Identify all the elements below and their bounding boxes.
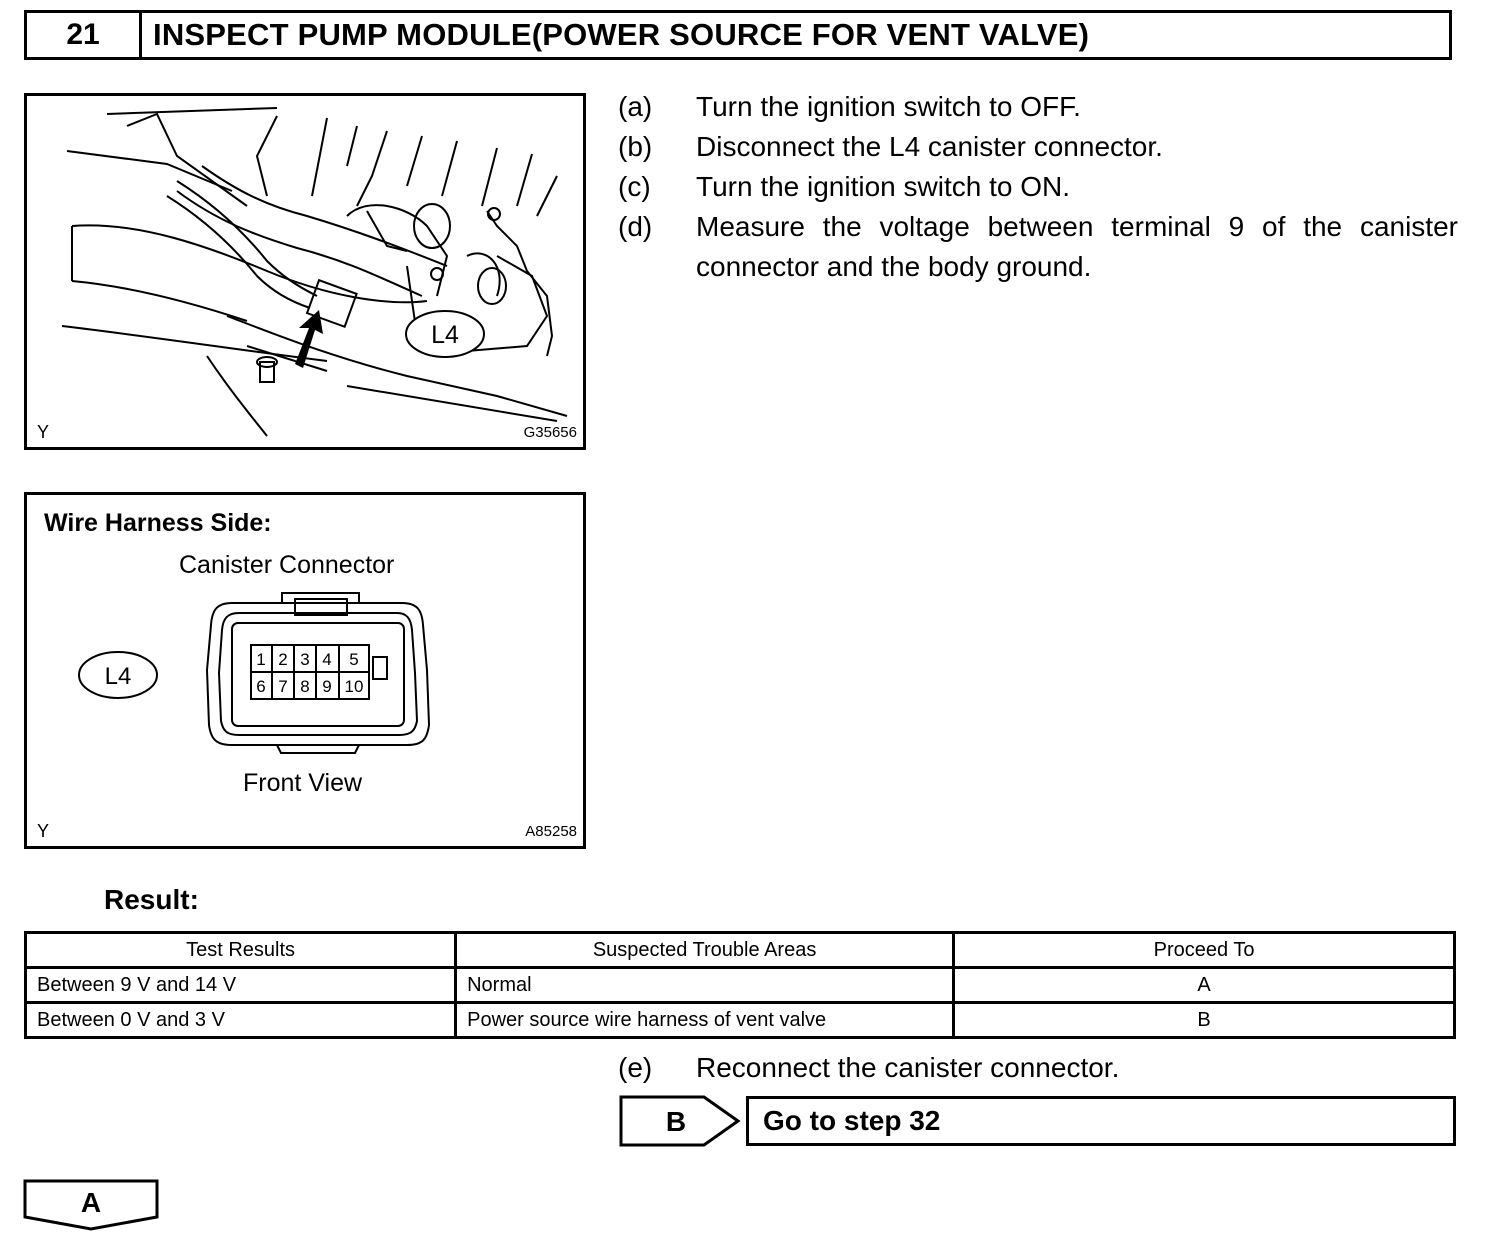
step-text: Measure the voltage between terminal 9 of the canister connector and the body ground. (696, 211, 1458, 282)
terminal-7: 7 (278, 677, 288, 696)
terminal-10: 10 (344, 677, 364, 696)
table-row (26, 1003, 1455, 1038)
goto-tab-label: B (665, 1106, 687, 1137)
terminal-6: 6 (256, 677, 266, 696)
step-d (618, 207, 1458, 287)
location-illustration (24, 93, 586, 450)
proceed-tab-label: A (80, 1187, 102, 1218)
step-label: (e) (618, 1052, 653, 1083)
terminal-8: 8 (300, 677, 310, 696)
connector-name: Canister Connector (179, 551, 395, 579)
engine-bay-drawing (27, 96, 583, 447)
terminal-4: 4 (322, 650, 332, 669)
figure-corner-label: Y (37, 422, 50, 442)
column-header: Proceed To (954, 933, 1455, 968)
terminal-5: 5 (349, 650, 359, 669)
trouble-area-cell: Power source wire harness of vent valve (456, 1003, 954, 1038)
step-text: Turn the ignition switch to ON. (696, 171, 1071, 202)
test-result-cell: Between 0 V and 3 V (26, 1003, 456, 1038)
step-a (618, 87, 1458, 127)
step-title: INSPECT PUMP MODULE(POWER SOURCE FOR VENT VALVE) (153, 17, 1090, 52)
connector-diagram (24, 492, 586, 849)
result-title: Result: (104, 884, 199, 915)
table-header-row (26, 933, 1455, 968)
step-text: Turn the ignition switch to OFF. (696, 91, 1081, 122)
terminal-9: 9 (322, 677, 332, 696)
goto-b-tab[interactable] (618, 1094, 746, 1150)
wire-harness-heading: Wire Harness Side: (44, 509, 272, 537)
view-label: Front View (243, 769, 363, 797)
step-label: (b) (618, 131, 653, 162)
figure-id: G35656 (523, 424, 577, 441)
proceed-to-cell: A (954, 968, 1455, 1003)
figure-id: A85258 (525, 823, 577, 840)
callout-l4: L4 (104, 663, 132, 690)
step-e (618, 1048, 1458, 1088)
figure-corner-label: Y (37, 821, 50, 841)
result-table (24, 931, 1456, 1039)
test-result-cell: Between 9 V and 14 V (26, 968, 456, 1003)
step-text: Disconnect the L4 canister connector. (696, 131, 1163, 162)
step-text: Reconnect the canister connector. (696, 1052, 1120, 1083)
proceed-to-cell: B (954, 1003, 1455, 1038)
step-number: 21 (27, 13, 142, 57)
step-label: (d) (618, 211, 653, 242)
step-header (24, 10, 1452, 60)
step-b (618, 127, 1458, 167)
terminal-2: 2 (278, 650, 288, 669)
terminal-1: 1 (256, 650, 266, 669)
terminal-3: 3 (300, 650, 310, 669)
step-label: (a) (618, 91, 653, 122)
proceed-a-tab[interactable] (22, 1178, 162, 1234)
callout-l4: L4 (431, 321, 459, 349)
step-c (618, 167, 1458, 207)
step-label: (c) (618, 171, 651, 202)
column-header: Suspected Trouble Areas (456, 933, 954, 968)
trouble-area-cell: Normal (456, 968, 954, 1003)
table-row (26, 968, 1455, 1003)
column-header: Test Results (26, 933, 456, 968)
goto-step-label[interactable]: Go to step 32 (746, 1096, 1456, 1146)
